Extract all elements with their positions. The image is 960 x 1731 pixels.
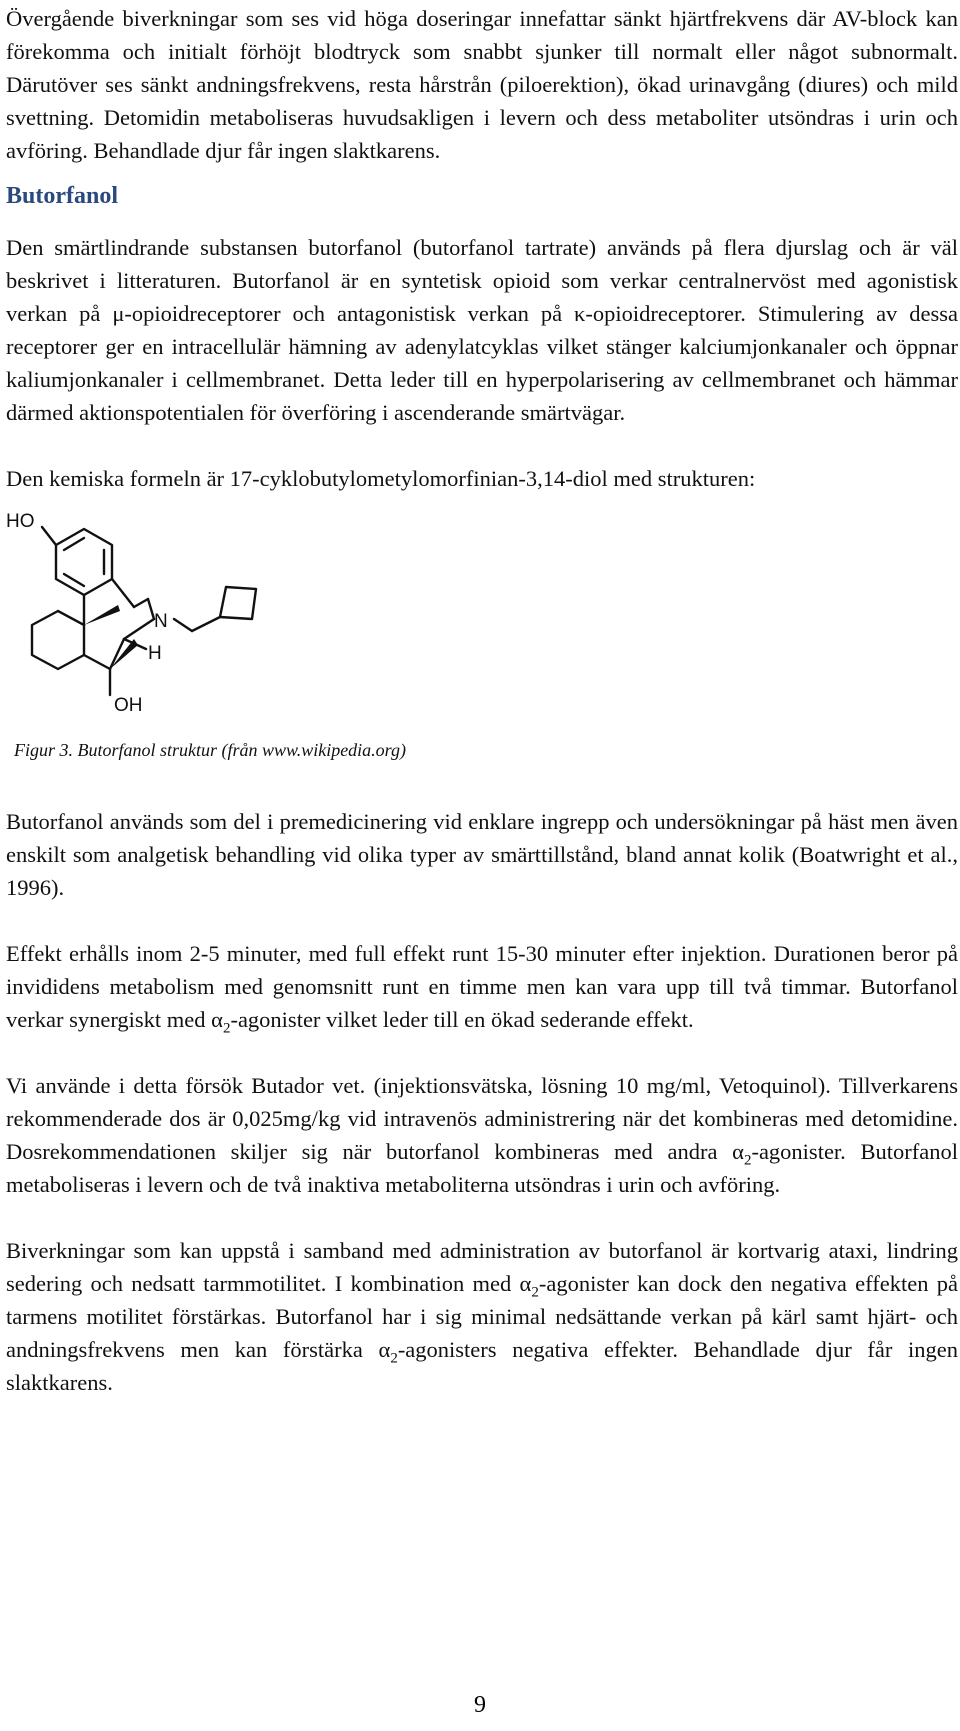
dose-text-2: -agonister. Butorfanol metaboliseras i levern och de två inaktiva metaboliterna utsöndras i urin och avföring. <box>6 1139 958 1197</box>
intro-paragraph: Övergående biverkningar som ses vid höga doseringar innefattar sänkt hjärtfrekvens där AV-block kan förekomma och initialt förhöjt blodtryck som snabbt sjunker till normalt eller något subnormalt. Därutöver ses sänkt andningsfrekvens, resta hårstrån (piloerektion), ökad urinavgång (diures) och mild svettning. Detomidin metaboliseras huvudsakligen i levern och dess metaboliter utsöndras i urin och avföring. Behandlade djur får ingen slaktkarens. <box>6 6 958 163</box>
effect-paragraph <box>6 937 958 1036</box>
side-effects-sub-2: 2 <box>390 1350 398 1367</box>
effect-sub-1: 2 <box>222 1020 231 1037</box>
label-ho: HO <box>6 511 35 532</box>
dose-text-1: Vi använde i detta försök Butador vet. (injektionsvätska, lösning 10 mg/ml, Vetoquinol). Tillverkarens rekommenderade dos är 0,025mg/kg vid intravenös administrering när det kombineras med detomidine. Dosrekommendationen skiljer sig när butorfanol kombineras med andra α <box>6 1073 958 1164</box>
label-oh: OH <box>114 695 143 716</box>
butorphanol-structure-diagram <box>6 499 306 731</box>
label-n: N <box>154 611 168 632</box>
butorphanol-structure-figure <box>6 499 958 731</box>
side-effects-text-3: -agonisters negativa effekter. Behandlade djur får ingen slaktkarens. <box>6 1337 959 1395</box>
dose-paragraph <box>6 1069 958 1201</box>
side-effects-sub-1: 2 <box>531 1284 539 1301</box>
usage-paragraph: Butorfanol används som del i premedicinering vid enklare ingrepp och undersökningar på häst men även enskilt som analgetisk behandling vid olika typer av smärttillstånd, bland annat kolik (Boatwright et al., 1996). <box>6 809 958 900</box>
page-number: 9 <box>474 1692 486 1718</box>
figure-caption: Figur 3. Butorfanol struktur (från www.wikipedia.org) <box>14 740 407 760</box>
dose-sub-1: 2 <box>743 1152 752 1169</box>
effect-text-2: -agonister vilket leder till en ökad sederande effekt. <box>230 1007 694 1032</box>
effect-text-1: Effekt erhålls inom 2-5 minuter, med full effekt runt 15-30 minuter efter injektion. Durationen beror på invididens metabolism med genomsnitt runt en timme men kan vara upp till två timmar. Butorfanol verkar synergiskt med α <box>6 941 958 1032</box>
side-effects-paragraph <box>6 1234 958 1399</box>
butorfanol-paragraph: Den smärtlindrande substansen butorfanol (butorfanol tartrate) används på flera djurslag och är väl beskrivet i litteraturen. Butorfanol är en syntetisk opioid som verkar centralnervöst med agonistisk verkan på μ-opioidreceptorer och antagonistisk verkan på κ-opioidreceptorer. Stimulering av dessa receptorer ger en intracellulär hämning av adenylatcyklas vilket stänger kalciumjonkanaler och öppnar kaliumjonkanaler i cellmembranet. Detta leder till en hyperpolarisering av cellmembranet och hämmar därmed aktionspotentialen för överföring i ascenderande smärtvägar. <box>6 235 958 425</box>
label-h: H <box>148 643 162 664</box>
side-effects-text-1: Biverkningar som kan uppstå i samband med administration av butorfanol är kortvarig ataxi, lindring sedering och nedsatt tarmmotilitet. I kombination med α <box>6 1238 958 1296</box>
cyclobutyl-ring <box>220 587 256 619</box>
section-heading-butorfanol: Butorfanol <box>6 183 119 209</box>
formula-paragraph: Den kemiska formeln är 17-cyklobutylometylomorfinian-3,14-diol med strukturen: <box>6 466 756 491</box>
side-effects-text-2: -agonister kan dock den negativa effekten på tarmens motilitet förstärkas. Butorfanol har i sig minimal nedsättande verkan på kärl samt hjärt- och andningsfrekvens men kan förstärka α <box>6 1271 958 1362</box>
